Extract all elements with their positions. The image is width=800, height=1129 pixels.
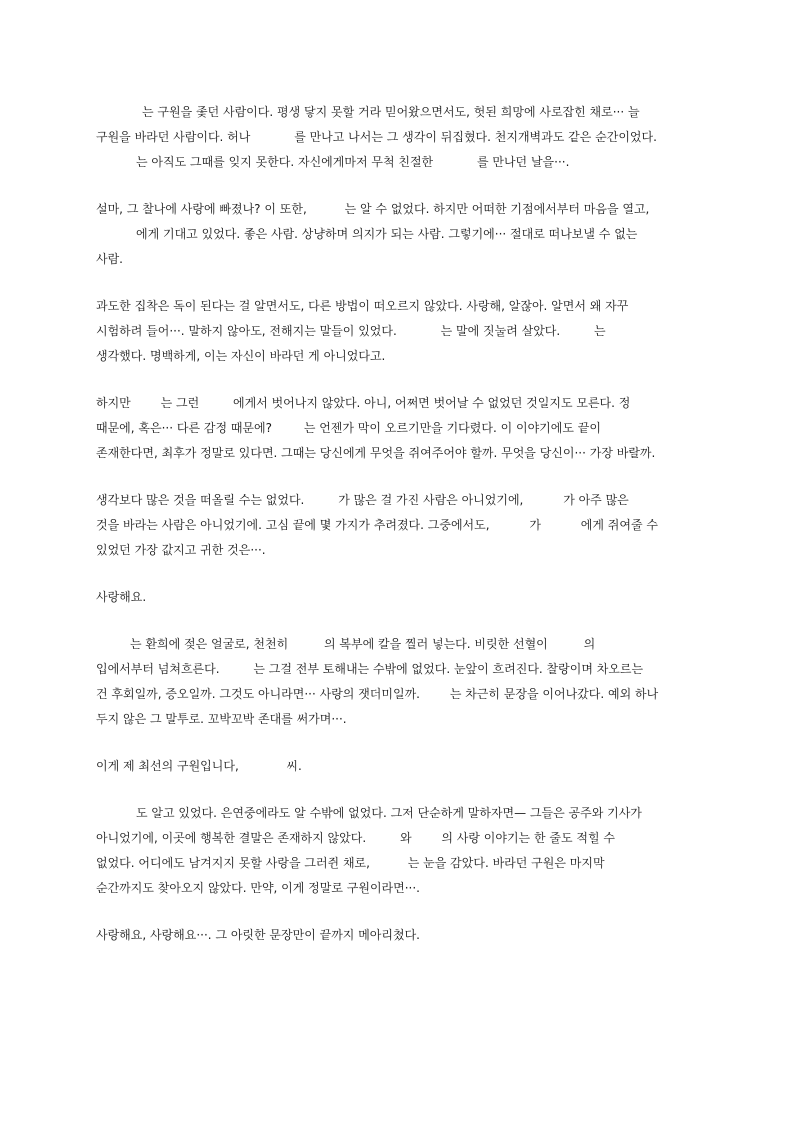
redacted-name: [311, 203, 345, 217]
redacted-name: [415, 832, 441, 846]
text-segment: 는 환희에 젖은 얼굴로, 천천히: [130, 637, 292, 651]
text-line: [96, 416, 712, 441]
text-segment: 도 알고 있었다. 은연중에라도 알 수밖에 없었다. 그저 단순하게 말하자면— 그들은 공주와 기사가: [136, 806, 642, 820]
paragraph: [96, 632, 712, 732]
text-segment: 생각보다 많은 것을 떠올릴 수는 없었다.: [96, 493, 309, 507]
text-segment: 에게 기대고 있었다. 좋은 사람. 상냥하며 의지가 되는 사람. 그렇기에··· 절대로 떠나보낼 수 없는: [136, 227, 638, 241]
text-line: [96, 294, 712, 319]
text-segment: 있었던 가장 값지고 귀한 것은···.: [96, 543, 266, 557]
text-segment: 사랑해요.: [96, 590, 147, 604]
paragraph: [96, 100, 712, 175]
redacted-name: [370, 832, 400, 846]
redacted-name: [552, 638, 584, 652]
text-segment: 것을 바라는 사람은 아니었기에. 고심 끝에 몇 가지가 추려졌다. 그중에서도,: [96, 518, 494, 532]
text-segment: 와: [399, 831, 416, 845]
redacted-name: [401, 325, 441, 339]
paragraph: [96, 923, 712, 948]
text-line: [96, 923, 712, 948]
text-segment: 가: [529, 518, 545, 532]
text-line: [96, 682, 712, 707]
text-segment: 씨.: [282, 759, 302, 773]
text-segment: 는 구원을 좇던 사람이다. 평생 닿지 못할 거라 믿어왔으면서도, 헛된 희망에 사로잡힌 채로··· 늘: [142, 105, 640, 119]
text-line: [96, 632, 712, 657]
text-segment: 입에서부터 넘쳐흐른다.: [96, 662, 224, 676]
text-segment: 과도한 집착은 독이 된다는 걸 알면서도, 다른 방법이 떠오르지 않았다. 사랑해, 알잖아. 알면서 왜 자꾸: [96, 299, 629, 313]
redacted-name: [96, 106, 142, 120]
text-line: [96, 344, 712, 369]
text-line: [96, 657, 712, 682]
redacted-name: [96, 228, 136, 242]
paragraph: [96, 197, 712, 272]
text-segment: 구원을 바라던 사람이다. 허나: [96, 130, 255, 144]
text-segment: 생각했다. 명백하게, 이는 자신이 바라던 게 아니었다고.: [96, 349, 386, 363]
paragraph: [96, 391, 712, 466]
text-line: [96, 391, 712, 416]
text-segment: 는 알 수 없었다. 하지만 어떠한 기점에서부터 마음을 열고,: [344, 202, 650, 216]
text-segment: 가 많은 걸 가진 사람은 아니었기에,: [338, 493, 528, 507]
redacted-name: [135, 397, 161, 411]
redacted-name: [545, 519, 581, 533]
text-line: [96, 441, 712, 466]
text-segment: 하지만: [96, 396, 135, 410]
text-line: [96, 222, 712, 247]
text-segment: 에게 쥐여줄 수: [580, 518, 658, 532]
text-line: [96, 125, 712, 150]
text-line: [96, 538, 712, 563]
text-line: [96, 513, 712, 538]
paragraph: [96, 585, 712, 610]
text-line: [96, 100, 712, 125]
text-segment: 사람.: [96, 252, 123, 266]
text-segment: 는 그런: [160, 396, 203, 410]
text-line: [96, 197, 712, 222]
text-segment: 아니었기에, 이곳에 행복한 결말은 존재하지 않았다.: [96, 831, 370, 845]
text-segment: 를 만나고 나서는 그 생각이 뒤집혔다. 천지개벽과도 같은 순간이었다.: [294, 130, 657, 144]
text-segment: 는: [594, 324, 606, 338]
redacted-name: [254, 131, 294, 145]
redacted-name: [374, 857, 408, 871]
redacted-name: [96, 807, 136, 821]
text-segment: 의 복부에 칼을 찔러 넣는다. 비릿한 선혈이: [324, 637, 552, 651]
text-line: [96, 754, 712, 779]
text-line: [96, 247, 712, 272]
redacted-name: [527, 494, 563, 508]
text-segment: 는 눈을 감았다. 바라던 구원은 마지막: [407, 856, 605, 870]
document-body: [96, 100, 712, 970]
text-segment: 때문에, 혹은··· 다른 감정 때문에?: [96, 421, 276, 435]
redacted-name: [276, 422, 304, 436]
text-segment: 순간까지도 찾아오지 않았다. 만약, 이게 정말로 구원이라면···.: [96, 881, 420, 895]
text-segment: 는 말에 짓눌려 살았다.: [440, 324, 565, 338]
text-line: [96, 150, 712, 175]
text-segment: 를 만나던 날을···.: [476, 155, 570, 169]
text-line: [96, 851, 712, 876]
text-line: [96, 876, 712, 901]
redacted-name: [223, 663, 253, 677]
redacted-name: [96, 156, 136, 170]
text-segment: 시험하려 들어···. 말하지 않아도, 전해지는 말들이 있었다.: [96, 324, 401, 338]
text-segment: 는 차근히 문장을 이어나갔다. 예외 하나: [449, 687, 659, 701]
text-segment: 없었다. 어디에도 남겨지지 못할 사랑을 그러쥔 채로,: [96, 856, 374, 870]
text-line: [96, 488, 712, 513]
redacted-name: [292, 638, 324, 652]
redacted-name: [203, 397, 233, 411]
text-line: [96, 319, 712, 344]
redacted-name: [493, 519, 529, 533]
text-line: [96, 801, 712, 826]
paragraph: [96, 754, 712, 779]
text-segment: 의: [583, 637, 596, 651]
redacted-name: [437, 156, 477, 170]
redacted-name: [96, 638, 130, 652]
text-segment: 이게 제 최선의 구원입니다,: [96, 759, 243, 773]
text-segment: 두지 않은 그 말투로. 꼬박꼬박 존대를 써가며···.: [96, 712, 347, 726]
text-segment: 가 아주 많은: [563, 493, 629, 507]
text-segment: 는 언젠가 막이 오르기만을 기다렸다. 이 이야기에도 끝이: [303, 421, 601, 435]
text-segment: 는 아직도 그때를 잊지 못한다. 자신에게마저 무척 친절한: [136, 155, 437, 169]
paragraph: [96, 294, 712, 369]
text-segment: 건 후회일까, 증오일까. 그것도 아니라면··· 사랑의 잿더미일까.: [96, 687, 424, 701]
text-segment: 의 사랑 이야기는 한 줄도 적힐 수: [441, 831, 615, 845]
paragraph: [96, 801, 712, 901]
text-segment: 설마, 그 찰나에 사랑에 빠졌나? 이 또한,: [96, 202, 311, 216]
redacted-name: [564, 325, 594, 339]
text-segment: 에게서 벗어나지 않았다. 아니, 어쩌면 벗어날 수 없었던 것일지도 모른다. 정: [233, 396, 631, 410]
text-line: [96, 826, 712, 851]
redacted-name: [243, 760, 283, 774]
paragraph: [96, 488, 712, 563]
redacted-name: [424, 688, 450, 702]
text-segment: 는 그걸 전부 토해내는 수밖에 없었다. 눈앞이 흐려진다. 찰랑이며 차오르는: [253, 662, 644, 676]
text-segment: 사랑해요, 사랑해요···. 그 아릿한 문장만이 끝까지 메아리쳤다.: [96, 928, 420, 942]
text-line: [96, 585, 712, 610]
redacted-name: [308, 494, 338, 508]
text-segment: 존재한다면, 최후가 정말로 있다면. 그때는 당신에게 무엇을 쥐여주어야 할까. 무엇을 당신이··· 가장 바랄까.: [96, 446, 656, 460]
text-line: [96, 707, 712, 732]
